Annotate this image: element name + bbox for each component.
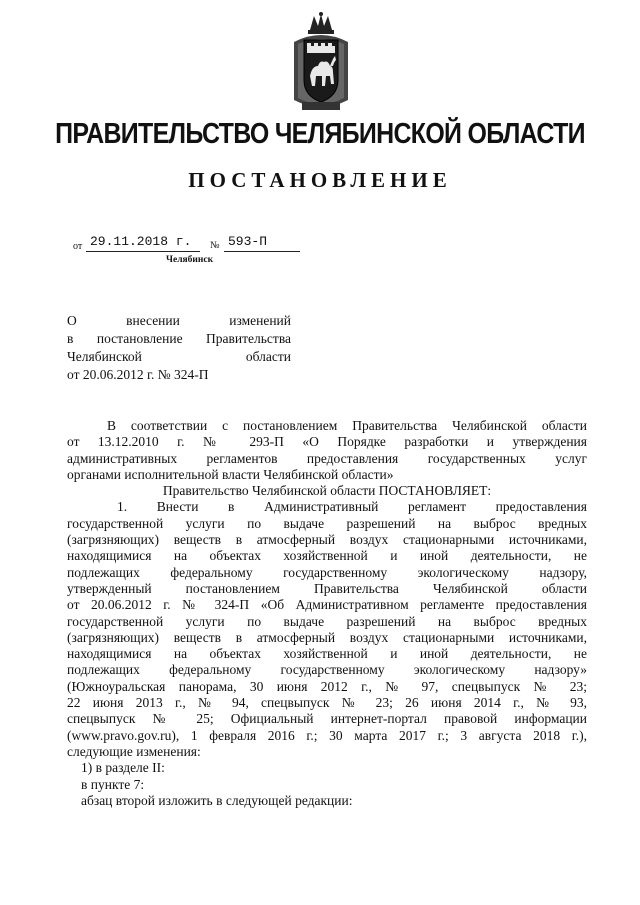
body-line: (Южноуральская панорама, 30 июня 2012 г., № 97, спецвыпуск № 23; [67,678,587,694]
number-underline [224,251,300,252]
subject-word: постановление [96,331,183,346]
subject-line [67,312,291,330]
body-line: административных регламентов предоставления государственных услуг [67,450,587,466]
body-line: государственной услуги по выдаче разрешений на выброс вредных [67,515,587,531]
body-line: находящимися на объектах хозяйственной и иной деятельности, не [67,646,587,662]
body-line: 1. Внести в Административный регламент предоставления [117,499,587,515]
body-line: 22 июня 2013 г., № 94, спецвыпуск № 23; 26 июня 2014 г., № 93, [67,695,587,711]
body-line: (загрязняющих) веществ в атмосферный воздух стационарными источниками, [67,532,587,548]
subject-line [67,366,291,384]
list-item: абзац второй изложить в следующей редакции: [81,792,353,808]
subject-line [67,330,291,348]
body-line: спецвыпуск № 25; Официальный интернет-портал правовой информации [67,711,587,727]
date-number-line [68,234,308,256]
subject-word: изменений [229,313,292,328]
subject-word: от 20.06.2012 г. № 324-П [67,367,209,382]
subject-word: Челябинской [67,349,142,364]
body-line: (загрязняющих) веществ в атмосферный воздух стационарными источниками, [67,629,587,645]
body-line: государственной услуги по выдаче разрешений на выброс вредных [67,613,587,629]
document-body [67,418,587,809]
subject-word: внесении [126,313,180,328]
list-item: в пункте 7: [81,776,145,792]
number-prefix: № [210,240,220,251]
subject-line [67,348,291,366]
coat-of-arms-icon [290,10,352,116]
body-line: от 20.06.2012 г. № 324-П «Об Административном регламенте предоставления [67,597,587,613]
document-type: ПОСТАНОВЛЕНИЕ [188,168,452,192]
date-prefix: от [73,241,83,252]
document-number: 593-П [228,234,268,249]
date-underline [86,251,200,252]
body-line: находящимися на объектах хозяйственной и иной деятельности, не [67,548,587,564]
subject-word: в [67,331,74,346]
body-line: подлежащих федеральному государственному экологическому надзору, [67,564,587,580]
body-line: подлежащих федеральному государственному экологическому надзору» [67,662,587,678]
city: Челябинск [166,255,214,265]
body-line: органами исполнительной власти Челябинской области» [67,466,394,482]
resolves-line: Правительство Челябинской области ПОСТАНОВЛЯЕТ: [162,483,492,499]
body-line: утвержденный постановлением Правительства Челябинской области [67,580,587,596]
document-date: 29.11.2018 г. [90,234,192,249]
subject-word: О [67,313,77,328]
subject-block [67,312,291,384]
government-title: ПРАВИТЕЛЬСТВО ЧЕЛЯБИНСКОЙ ОБЛАСТИ [55,118,585,150]
subject-word: Правительства [206,331,292,346]
subject-word: области [245,349,291,364]
body-line: В соответствии с постановлением Правительства Челябинской области [107,418,587,433]
body-line: следующие изменения: [67,743,201,759]
list-item: 1) в разделе II: [81,760,165,776]
body-line: от 13.12.2010 г. № 293-П «О Порядке разработки и утверждения [67,434,587,450]
body-line: (www.pravo.gov.ru), 1 февраля 2016 г.; 30 марта 2017 г.; 3 августа 2018 г.), [67,727,587,743]
